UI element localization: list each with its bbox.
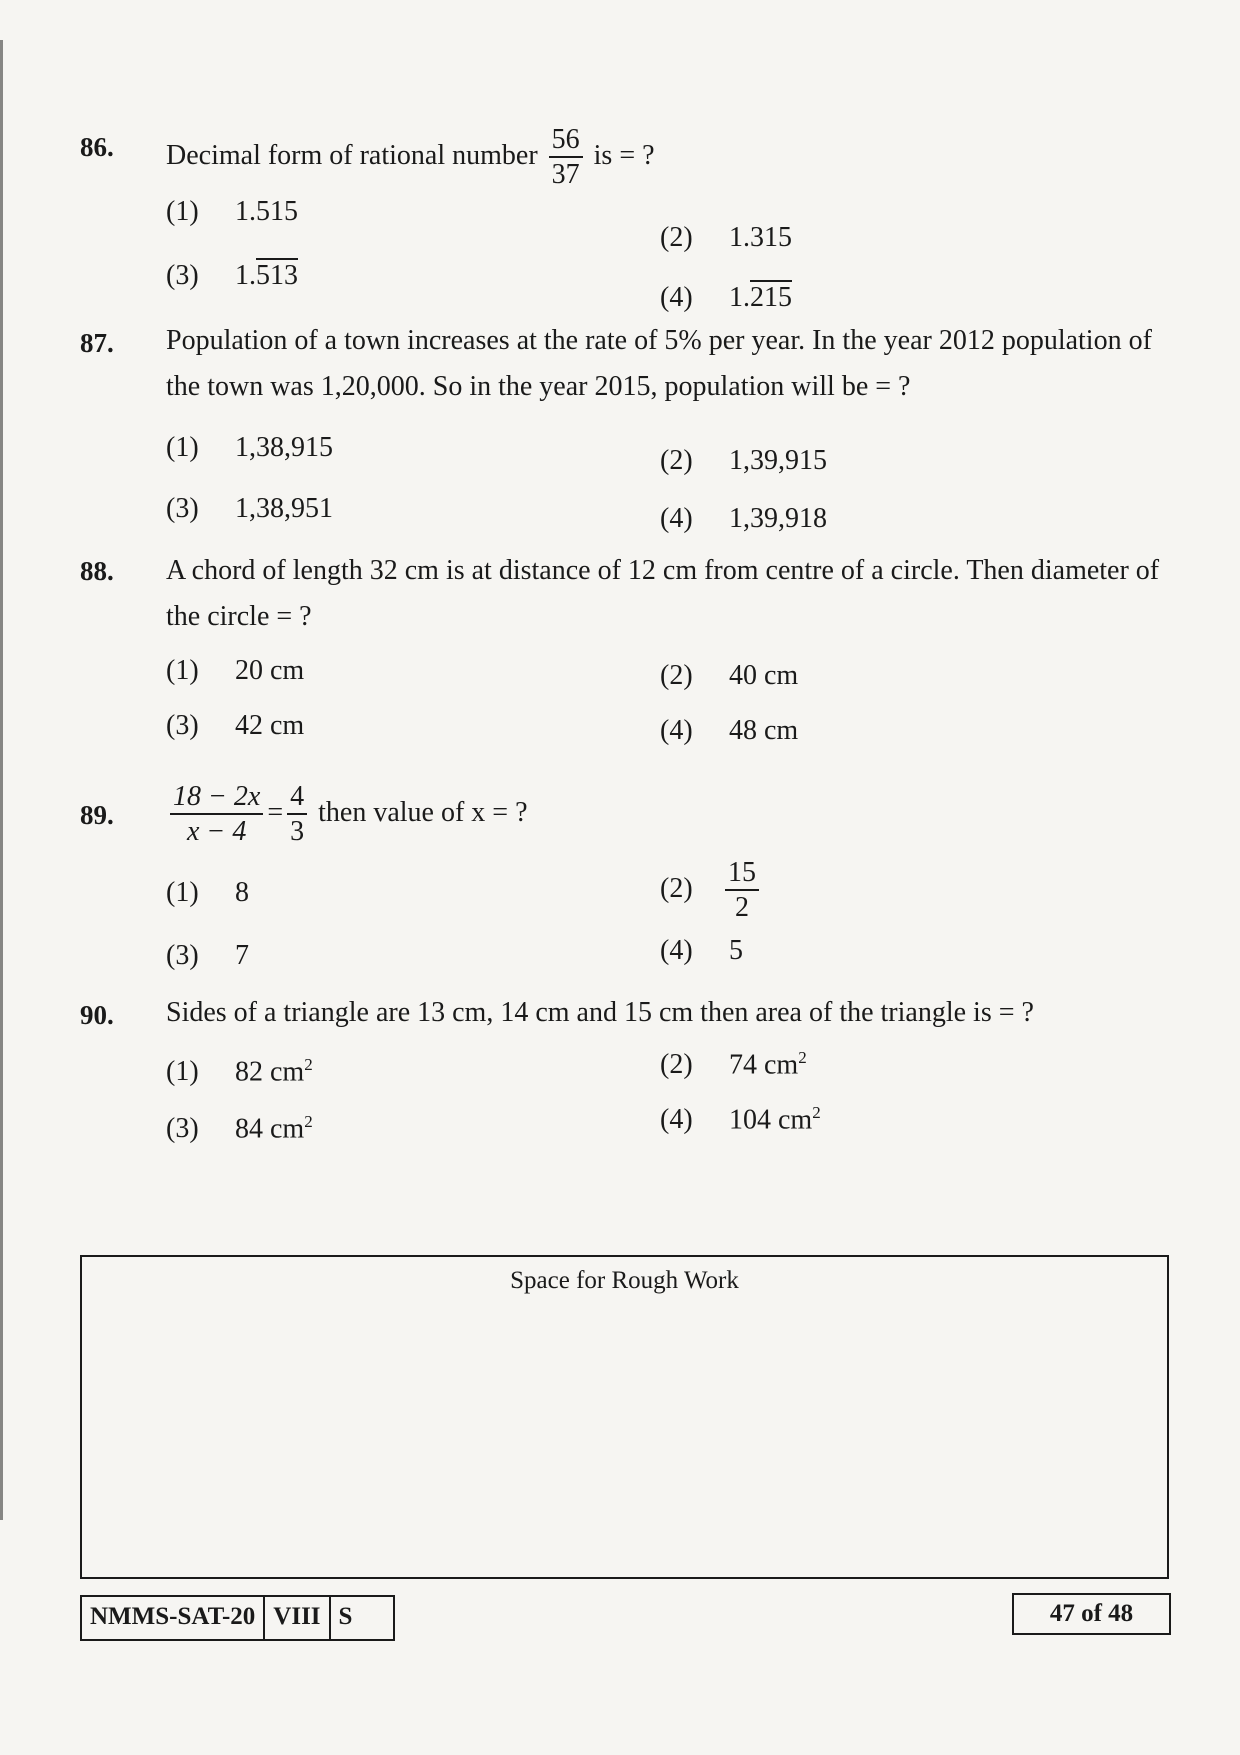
q90-option-1[interactable] bbox=[166, 1055, 313, 1088]
q88-option-3[interactable] bbox=[166, 710, 304, 742]
equals-sign: = bbox=[267, 796, 284, 828]
option-value: 104 cm bbox=[729, 1104, 813, 1136]
question-89-text bbox=[166, 782, 1166, 847]
option-value: 5 bbox=[729, 935, 743, 966]
option-label: (2) bbox=[660, 445, 693, 476]
question-88-number: 88. bbox=[80, 556, 114, 586]
q88-option-2[interactable] bbox=[660, 660, 798, 692]
page-edge-line bbox=[0, 40, 3, 1520]
question-86-fraction bbox=[549, 125, 583, 190]
q89-option-2[interactable] bbox=[660, 858, 763, 923]
fraction-numerator: 4 bbox=[287, 782, 307, 815]
option-label: (1) bbox=[166, 877, 199, 908]
question-87-number: 87. bbox=[80, 328, 114, 358]
fraction-numerator: 15 bbox=[725, 858, 759, 891]
option-label: (1) bbox=[166, 196, 199, 227]
option-label: (2) bbox=[660, 872, 693, 904]
question-86-text bbox=[166, 125, 1166, 190]
option-value: 84 cm bbox=[235, 1113, 305, 1145]
fraction-denominator: 2 bbox=[735, 892, 749, 924]
option-value: 1,39,915 bbox=[729, 445, 827, 476]
question-89-number: 89. bbox=[80, 800, 114, 830]
option-label: (4) bbox=[660, 1104, 693, 1136]
option-value: 1.315 bbox=[729, 222, 792, 253]
option-value: 42 cm bbox=[235, 710, 305, 741]
q87-option-4[interactable] bbox=[660, 503, 827, 535]
option-value: 1.515 bbox=[235, 196, 298, 227]
exam-class: VIII bbox=[265, 1597, 330, 1639]
fraction-denominator: x − 4 bbox=[187, 816, 247, 848]
q90-option-4[interactable] bbox=[660, 1103, 821, 1136]
option-value-prefix: 1. bbox=[235, 260, 256, 291]
q89-option-1[interactable] bbox=[166, 877, 249, 909]
option-value: 1,39,918 bbox=[729, 503, 827, 534]
option-label: (1) bbox=[166, 1056, 199, 1088]
option-label: (2) bbox=[660, 660, 693, 691]
option-value: 82 cm bbox=[235, 1056, 305, 1088]
question-89-suffix: then value of x = ? bbox=[318, 796, 528, 828]
exam-code-box bbox=[80, 1595, 395, 1641]
option-value: 1,38,915 bbox=[235, 432, 333, 463]
option-superscript: 2 bbox=[304, 1055, 313, 1074]
option-value: 8 bbox=[235, 877, 249, 908]
option-value: 48 cm bbox=[729, 715, 799, 746]
q89-option-4[interactable] bbox=[660, 935, 743, 967]
option-value: 20 cm bbox=[235, 655, 305, 686]
question-86-suffix: is = ? bbox=[593, 139, 655, 171]
question-90-number: 90. bbox=[80, 1000, 114, 1030]
q87-option-1[interactable] bbox=[166, 432, 333, 464]
q87-option-3[interactable] bbox=[166, 493, 333, 525]
q86-option-2[interactable] bbox=[660, 222, 792, 254]
rough-work-box bbox=[80, 1255, 1169, 1579]
option-label: (3) bbox=[166, 710, 199, 741]
question-86-stem: Decimal form of rational number bbox=[166, 139, 538, 171]
option-label: (4) bbox=[660, 935, 693, 966]
option-value-recurring: 513 bbox=[256, 260, 298, 291]
fraction-denominator: 3 bbox=[290, 816, 305, 848]
q88-option-1[interactable] bbox=[166, 655, 304, 687]
option-label: (2) bbox=[660, 222, 693, 253]
rough-work-title: Space for Rough Work bbox=[510, 1267, 739, 1294]
question-86-number: 86. bbox=[80, 132, 114, 162]
q86-option-3[interactable] bbox=[166, 260, 298, 292]
question-90-text: Sides of a triangle are 13 cm, 14 cm and 15 cm then area of the triangle is = ? bbox=[166, 997, 1034, 1028]
option-superscript: 2 bbox=[798, 1048, 807, 1067]
option-label: (3) bbox=[166, 940, 199, 971]
option-value-prefix: 1. bbox=[729, 282, 750, 313]
option-superscript: 2 bbox=[812, 1103, 821, 1122]
question-88-text: A chord of length 32 cm is at distance of 12 cm from centre of a circle. Then diameter of the circle = ? bbox=[166, 555, 1160, 632]
question-87-text: Population of a town increases at the rate of 5% per year. In the year 2012 population of the town was 1,20,000. So in the year 2015, population will be = ? bbox=[166, 325, 1152, 402]
fraction-numerator: 18 − 2x bbox=[170, 782, 263, 815]
option-fraction bbox=[725, 858, 759, 923]
fraction-denominator: 37 bbox=[551, 159, 580, 191]
q90-option-3[interactable] bbox=[166, 1112, 313, 1145]
exam-set: S bbox=[338, 1603, 353, 1630]
question-89-lhs-fraction bbox=[170, 782, 263, 847]
option-label: (1) bbox=[166, 655, 199, 686]
option-label: (3) bbox=[166, 260, 199, 291]
option-value: 40 cm bbox=[729, 660, 799, 691]
option-value: 1,38,951 bbox=[235, 493, 333, 524]
q88-option-4[interactable] bbox=[660, 715, 798, 747]
fraction-numerator: 56 bbox=[549, 125, 583, 158]
option-label: (4) bbox=[660, 282, 693, 313]
page-number: 47 of 48 bbox=[1012, 1593, 1171, 1635]
option-label: (2) bbox=[660, 1049, 693, 1081]
q86-option-1[interactable] bbox=[166, 196, 298, 228]
exam-code: NMMS-SAT-20 bbox=[82, 1597, 265, 1639]
q90-option-2[interactable] bbox=[660, 1048, 807, 1081]
option-label: (1) bbox=[166, 432, 199, 463]
q89-option-3[interactable] bbox=[166, 940, 249, 972]
option-label: (4) bbox=[660, 503, 693, 534]
option-superscript: 2 bbox=[304, 1112, 313, 1131]
option-value: 7 bbox=[235, 940, 249, 971]
option-label: (3) bbox=[166, 1113, 199, 1145]
option-label: (3) bbox=[166, 493, 199, 524]
option-label: (4) bbox=[660, 715, 693, 746]
q87-option-2[interactable] bbox=[660, 445, 827, 477]
option-value-recurring: 215 bbox=[750, 282, 792, 313]
q86-option-4[interactable] bbox=[660, 282, 792, 314]
option-value: 74 cm bbox=[729, 1049, 799, 1081]
question-89-rhs-fraction bbox=[287, 782, 307, 847]
